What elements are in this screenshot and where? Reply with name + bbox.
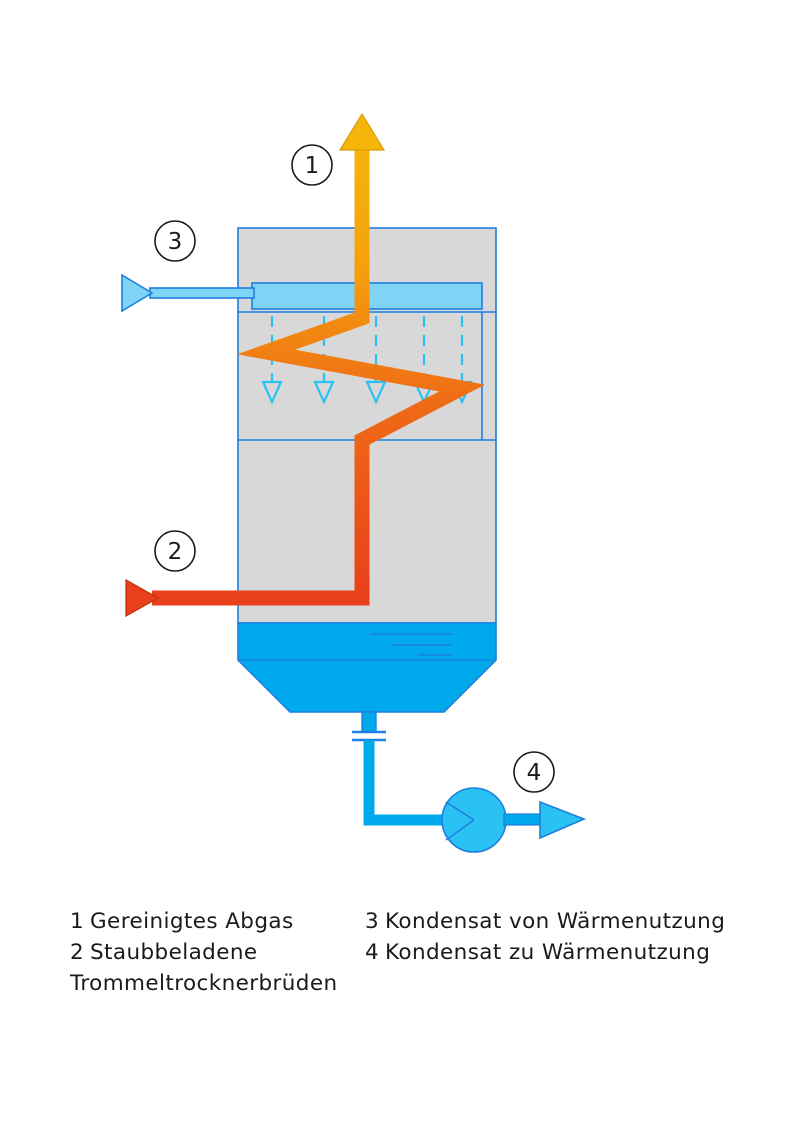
legend-column-left: [70, 906, 365, 1000]
legend-item-3: [365, 906, 765, 937]
callout-4-label: 4: [526, 760, 542, 786]
condensate-inlet-arrow: [122, 275, 152, 311]
callout-2-label: 2: [167, 539, 183, 565]
condensate-feed-pipe: [150, 288, 254, 298]
legend-item-4-text: Kondensat zu Wärmenutzung: [385, 940, 711, 966]
vessel-sump: [238, 623, 496, 712]
callout-2[interactable]: [155, 531, 195, 571]
dusty-gas-inlet-arrow: [126, 580, 158, 616]
drain-pipe: [369, 740, 444, 820]
legend-item-1-text: Gereinigtes Abgas: [90, 909, 294, 934]
legend-item-4: [365, 937, 765, 968]
callout-3[interactable]: [155, 221, 195, 261]
clean-gas-outlet-arrow: [340, 114, 384, 150]
condensate-outlet-arrow: [540, 802, 584, 838]
legend-item-3-number: 3: [365, 909, 380, 934]
callout-4[interactable]: [514, 752, 554, 792]
legend-item-2: [70, 937, 365, 968]
legend-item-2-text: Staubbeladene: [90, 940, 258, 966]
legend-column-right: [365, 906, 765, 968]
callout-1[interactable]: [292, 145, 332, 185]
callout-3-label: 3: [167, 229, 183, 255]
sump-liquid: [238, 623, 496, 712]
callout-1-label: 1: [304, 153, 320, 179]
legend-item-1-number: 1: [70, 909, 85, 934]
legend-item-4-number: 4: [365, 940, 380, 966]
legend: [70, 906, 780, 1000]
drain-nozzle: [362, 712, 376, 732]
legend-item-3-text: Kondensat von Wärmenutzung: [385, 909, 726, 934]
legend-item-2-continuation: Trommeltrocknerbrüden: [70, 971, 338, 997]
legend-item-1: [70, 906, 365, 937]
legend-item-2-number: 2: [70, 940, 85, 966]
